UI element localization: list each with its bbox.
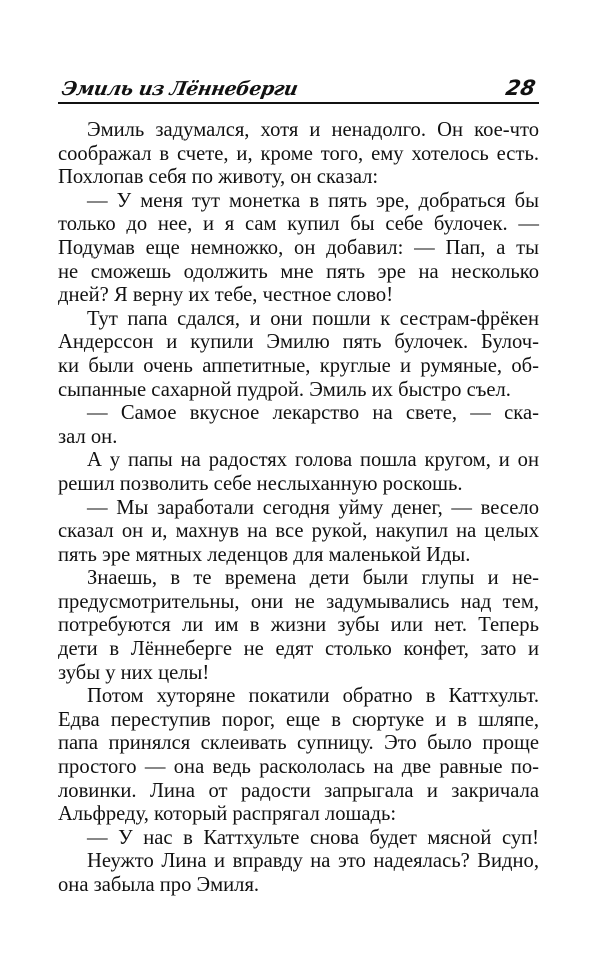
body-text [58,119,539,898]
text-line: пять эре мятных леденцов для маленькой Иды. [58,543,471,566]
text-line: Знаешь, в те времена дети были глупы и не- [87,567,539,590]
text-line: Неужто Лина и вправду на это надеялась? Видно, [87,850,539,873]
text-line: Едва переступив порог, еще в сюртуке и в шляпе, [58,708,539,731]
text-line: — Самое вкусное лекарство на свете, — ска- [87,402,539,425]
text-line: — Мы заработали сегодня уйму денег, — весело [87,496,539,519]
text-line: ловинки. Лина от радости запрыгала и закричала [58,779,539,802]
text-line: Андерссон и купили Эмилю пять булочек. Булоч- [58,331,539,354]
text-line: — У меня тут монетка в пять эре, добраться бы [87,189,539,212]
text-line: Похлопав себя по животу, он сказал: [58,166,379,189]
text-line: — У нас в Каттхульте снова будет мясной суп! [87,826,539,849]
text-line: Потом хуторяне покатили обратно в Каттхульт. [87,685,539,708]
text-line: папа принялся склеивать супницу. Это было проще [58,732,539,755]
text-line: потребуются ли им в жизни зубы или нет. Теперь [58,614,539,637]
text-line: сказал он и, махнув на все рукой, накупил на целых [58,520,539,543]
text-line: зубы у них целы! [58,661,210,684]
running-head [58,74,539,104]
text-line: не сможешь одолжить мне пять эре на несколько [58,260,539,283]
text-line: Тут папа сдался, и они пошли к сестрам-фрёкен [87,307,539,330]
text-line: решил позволить себе неслыханную роскошь. [58,472,463,495]
text-line: дети в Лённеберге не едят столько конфет, зато и [58,638,539,661]
text-line: сыпанные сахарной пудрой. Эмиль их быстро съел. [58,378,511,401]
text-line: Подумав еще немножко, он добавил: — Пап, а ты [58,236,539,259]
running-title: Эмиль из Лённеберги [60,78,300,100]
text-line: ки были очень аппетитные, круглые и румяные, об- [58,354,539,377]
text-line: дней? Я верну их тебе, честное слово! [58,284,394,307]
text-line: предусмотрительны, они не задумывались над тем, [58,590,539,613]
text-line: зал он. [58,425,118,448]
text-line: она забыла про Эмиля. [58,874,260,896]
text-line: Альфреду, который распрягал лошадь: [58,803,397,826]
text-line: Эмиль задумался, хотя и ненадолго. Он кое-что [87,119,539,141]
text-line: А у папы на радостях голова пошла кругом, и он [87,449,539,472]
text-line: только до нее, и я сам купил бы себе булочек. — [58,213,539,236]
text-line: соображал в счете, и, кроме того, ему хотелось есть. [58,142,539,165]
page-number: 28 [503,76,538,100]
text-line: простого — она ведь раскололась на две равные по- [58,756,539,779]
